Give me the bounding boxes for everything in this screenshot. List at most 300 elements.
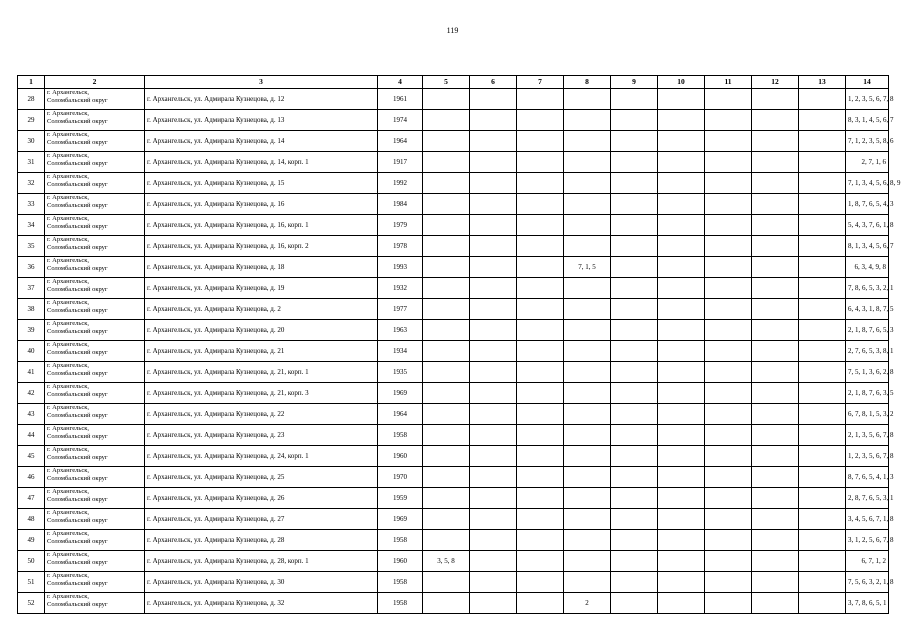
column-9-cell	[611, 509, 658, 530]
column-10-cell	[658, 215, 705, 236]
district-line-2: Соломбальский округ	[47, 537, 108, 545]
district-line-2: Соломбальский округ	[47, 348, 108, 356]
table-row	[18, 131, 889, 152]
column-11-cell	[705, 467, 752, 488]
district-line-1: г. Архангельск,	[47, 341, 89, 348]
district-line-2: Соломбальский округ	[47, 138, 108, 146]
address-cell: г. Архангельск, ул. Адмирала Кузнецова, д. 24, корп. 1	[145, 446, 378, 467]
column-8-cell	[564, 320, 611, 341]
row-number-cell: 33	[18, 194, 45, 215]
column-8-cell	[564, 488, 611, 509]
column-8-cell	[564, 425, 611, 446]
district-cell	[45, 131, 145, 152]
column-6-cell	[470, 236, 517, 257]
column-8-cell	[564, 551, 611, 572]
address-cell: г. Архангельск, ул. Адмирала Кузнецова, д. 26	[145, 488, 378, 509]
row-number-cell: 31	[18, 152, 45, 173]
column-13-cell	[799, 278, 846, 299]
district-line-2: Соломбальский округ	[47, 474, 108, 482]
row-number-cell: 35	[18, 236, 45, 257]
column-11-cell	[705, 152, 752, 173]
district-line-1: г. Архангельск,	[47, 320, 89, 327]
column-7-cell	[517, 89, 564, 110]
column-10-cell	[658, 488, 705, 509]
column-10-cell	[658, 131, 705, 152]
row-number-cell: 42	[18, 383, 45, 404]
row-number-cell: 43	[18, 404, 45, 425]
table-row	[18, 110, 889, 131]
column-14-cell: 2, 7, 6, 5, 3, 8, 1	[846, 341, 889, 362]
table-row	[18, 152, 889, 173]
column-13-cell	[799, 236, 846, 257]
table-row	[18, 341, 889, 362]
column-7-cell	[517, 194, 564, 215]
column-5-cell	[423, 530, 470, 551]
column-8-cell	[564, 89, 611, 110]
district-line-1: г. Архангельск,	[47, 467, 89, 474]
column-11-cell	[705, 131, 752, 152]
column-14-cell: 8, 1, 3, 4, 5, 6, 7	[846, 236, 889, 257]
housing-registry-table	[17, 75, 901, 614]
column-6-cell	[470, 572, 517, 593]
column-8-cell	[564, 404, 611, 425]
row-number-cell: 45	[18, 446, 45, 467]
address-cell: г. Архангельск, ул. Адмирала Кузнецова, д. 15	[145, 173, 378, 194]
column-11-cell	[705, 593, 752, 614]
row-number-cell: 36	[18, 257, 45, 278]
column-8-cell	[564, 572, 611, 593]
column-8-cell	[564, 383, 611, 404]
column-14-cell: 3, 4, 5, 6, 7, 1, 8	[846, 509, 889, 530]
column-header-1: 1	[18, 76, 45, 89]
column-12-cell	[752, 131, 799, 152]
year-cell: 1958	[378, 572, 423, 593]
district-line-2: Соломбальский округ	[47, 285, 108, 293]
district-cell	[45, 236, 145, 257]
column-9-cell	[611, 530, 658, 551]
column-13-cell	[799, 152, 846, 173]
column-13-cell	[799, 362, 846, 383]
district-line-2: Соломбальский округ	[47, 264, 108, 272]
column-14-cell: 6, 4, 3, 1, 8, 7, 5	[846, 299, 889, 320]
column-14-cell: 1, 8, 7, 6, 5, 4, 3	[846, 194, 889, 215]
column-9-cell	[611, 278, 658, 299]
column-10-cell	[658, 404, 705, 425]
column-6-cell	[470, 593, 517, 614]
column-13-cell	[799, 131, 846, 152]
column-7-cell	[517, 509, 564, 530]
column-14-cell: 7, 8, 6, 5, 3, 2, 1	[846, 278, 889, 299]
column-9-cell	[611, 488, 658, 509]
column-9-cell	[611, 551, 658, 572]
year-cell: 1978	[378, 236, 423, 257]
column-13-cell	[799, 299, 846, 320]
column-9-cell	[611, 236, 658, 257]
table-row	[18, 320, 889, 341]
column-header-11: 11	[705, 76, 752, 89]
district-line-2: Соломбальский округ	[47, 180, 108, 188]
district-cell	[45, 362, 145, 383]
table-row	[18, 278, 889, 299]
column-9-cell	[611, 383, 658, 404]
table-row	[18, 593, 889, 614]
year-cell: 1959	[378, 488, 423, 509]
district-line-1: г. Архангельск,	[47, 488, 89, 495]
column-header-5: 5	[423, 76, 470, 89]
column-11-cell	[705, 215, 752, 236]
year-cell: 1958	[378, 593, 423, 614]
column-13-cell	[799, 173, 846, 194]
table-row	[18, 173, 889, 194]
column-9-cell	[611, 425, 658, 446]
column-14-cell: 2, 1, 3, 5, 6, 7, 8	[846, 425, 889, 446]
district-line-2: Соломбальский округ	[47, 243, 108, 251]
row-number-cell: 34	[18, 215, 45, 236]
column-header-9: 9	[611, 76, 658, 89]
district-line-1: г. Архангельск,	[47, 362, 89, 369]
column-12-cell	[752, 383, 799, 404]
column-6-cell	[470, 278, 517, 299]
column-7-cell	[517, 362, 564, 383]
column-10-cell	[658, 194, 705, 215]
year-cell: 1993	[378, 257, 423, 278]
column-header-10: 10	[658, 76, 705, 89]
column-10-cell	[658, 593, 705, 614]
table-row	[18, 383, 889, 404]
column-14-cell: 2, 7, 1, 6	[846, 152, 889, 173]
column-5-cell	[423, 509, 470, 530]
district-line-2: Соломбальский округ	[47, 411, 108, 419]
column-header-14: 14	[846, 76, 889, 89]
column-8-cell	[564, 236, 611, 257]
column-7-cell	[517, 488, 564, 509]
column-13-cell	[799, 509, 846, 530]
year-cell: 1932	[378, 278, 423, 299]
column-9-cell	[611, 110, 658, 131]
column-6-cell	[470, 215, 517, 236]
district-line-1: г. Архангельск,	[47, 110, 89, 117]
column-10-cell	[658, 572, 705, 593]
column-5-cell	[423, 362, 470, 383]
column-14-cell: 6, 7, 1, 2	[846, 551, 889, 572]
row-number-cell: 28	[18, 89, 45, 110]
district-line-1: г. Архангельск,	[47, 131, 89, 138]
year-cell: 1961	[378, 89, 423, 110]
year-cell: 1979	[378, 215, 423, 236]
district-cell	[45, 278, 145, 299]
column-9-cell	[611, 299, 658, 320]
column-12-cell	[752, 89, 799, 110]
column-5-cell	[423, 467, 470, 488]
column-12-cell	[752, 425, 799, 446]
year-cell: 1958	[378, 530, 423, 551]
column-11-cell	[705, 383, 752, 404]
table-row	[18, 467, 889, 488]
district-cell	[45, 446, 145, 467]
address-cell: г. Архангельск, ул. Адмирала Кузнецова, д. 28, корп. 1	[145, 551, 378, 572]
column-14-cell: 7, 5, 1, 3, 6, 2, 8	[846, 362, 889, 383]
address-cell: г. Архангельск, ул. Адмирала Кузнецова, д. 19	[145, 278, 378, 299]
address-cell: г. Архангельск, ул. Адмирала Кузнецова, д. 27	[145, 509, 378, 530]
column-11-cell	[705, 341, 752, 362]
address-cell: г. Архангельск, ул. Адмирала Кузнецова, д. 23	[145, 425, 378, 446]
column-11-cell	[705, 173, 752, 194]
address-cell: г. Архангельск, ул. Адмирала Кузнецова, д. 12	[145, 89, 378, 110]
column-12-cell	[752, 572, 799, 593]
column-7-cell	[517, 320, 564, 341]
row-number-cell: 47	[18, 488, 45, 509]
column-5-cell	[423, 215, 470, 236]
column-11-cell	[705, 551, 752, 572]
district-line-1: г. Архангельск,	[47, 194, 89, 201]
column-12-cell	[752, 194, 799, 215]
address-cell: г. Архангельск, ул. Адмирала Кузнецова, д. 16	[145, 194, 378, 215]
district-line-1: г. Архангельск,	[47, 425, 89, 432]
column-7-cell	[517, 404, 564, 425]
column-6-cell	[470, 299, 517, 320]
column-12-cell	[752, 341, 799, 362]
address-cell: г. Архангельск, ул. Адмирала Кузнецова, д. 16, корп. 2	[145, 236, 378, 257]
district-line-2: Соломбальский округ	[47, 600, 108, 608]
district-line-2: Соломбальский округ	[47, 516, 108, 524]
column-6-cell	[470, 509, 517, 530]
column-8-cell	[564, 530, 611, 551]
district-cell	[45, 593, 145, 614]
row-number-cell: 46	[18, 467, 45, 488]
column-14-cell: 3, 1, 2, 5, 6, 7, 8	[846, 530, 889, 551]
column-14-cell: 6, 3, 4, 9, 8	[846, 257, 889, 278]
column-10-cell	[658, 383, 705, 404]
column-12-cell	[752, 173, 799, 194]
column-11-cell	[705, 236, 752, 257]
column-5-cell	[423, 152, 470, 173]
column-12-cell	[752, 509, 799, 530]
row-number-cell: 40	[18, 341, 45, 362]
table-row	[18, 425, 889, 446]
table-row	[18, 257, 889, 278]
column-5-cell	[423, 278, 470, 299]
year-cell: 1934	[378, 341, 423, 362]
address-cell: г. Архангельск, ул. Адмирала Кузнецова, д. 22	[145, 404, 378, 425]
district-line-1: г. Архангельск,	[47, 257, 89, 264]
district-line-2: Соломбальский округ	[47, 432, 108, 440]
column-12-cell	[752, 299, 799, 320]
column-13-cell	[799, 110, 846, 131]
column-14-cell: 1, 2, 3, 5, 6, 7, 8	[846, 446, 889, 467]
column-header-8: 8	[564, 76, 611, 89]
column-12-cell	[752, 110, 799, 131]
column-7-cell	[517, 341, 564, 362]
column-10-cell	[658, 467, 705, 488]
column-6-cell	[470, 131, 517, 152]
table-body	[18, 89, 901, 614]
column-6-cell	[470, 173, 517, 194]
column-6-cell	[470, 425, 517, 446]
column-12-cell	[752, 467, 799, 488]
year-cell: 1964	[378, 131, 423, 152]
column-9-cell	[611, 446, 658, 467]
column-12-cell	[752, 215, 799, 236]
column-7-cell	[517, 257, 564, 278]
district-cell	[45, 509, 145, 530]
column-14-cell: 3, 7, 8, 6, 5, 1	[846, 593, 889, 614]
column-7-cell	[517, 383, 564, 404]
district-cell	[45, 341, 145, 362]
column-5-cell	[423, 488, 470, 509]
district-line-1: г. Архангельск,	[47, 236, 89, 243]
table-row	[18, 299, 889, 320]
column-11-cell	[705, 362, 752, 383]
table-row	[18, 530, 889, 551]
district-line-1: г. Архангельск,	[47, 89, 89, 96]
header-row	[18, 76, 889, 89]
column-13-cell	[799, 488, 846, 509]
column-10-cell	[658, 173, 705, 194]
row-number-cell: 52	[18, 593, 45, 614]
column-7-cell	[517, 110, 564, 131]
column-6-cell	[470, 194, 517, 215]
column-9-cell	[611, 467, 658, 488]
row-number-cell: 51	[18, 572, 45, 593]
page-number: 119	[446, 26, 459, 35]
column-14-cell: 7, 1, 2, 3, 5, 8, 6	[846, 131, 889, 152]
column-6-cell	[470, 341, 517, 362]
district-cell	[45, 572, 145, 593]
column-8-cell	[564, 299, 611, 320]
district-cell	[45, 173, 145, 194]
column-12-cell	[752, 551, 799, 572]
year-cell: 1917	[378, 152, 423, 173]
column-12-cell	[752, 404, 799, 425]
row-number-cell: 44	[18, 425, 45, 446]
address-cell: г. Архангельск, ул. Адмирала Кузнецова, д. 13	[145, 110, 378, 131]
row-number-cell: 41	[18, 362, 45, 383]
district-cell	[45, 152, 145, 173]
column-6-cell	[470, 404, 517, 425]
table-row	[18, 488, 889, 509]
column-6-cell	[470, 320, 517, 341]
column-11-cell	[705, 572, 752, 593]
column-10-cell	[658, 152, 705, 173]
column-12-cell	[752, 362, 799, 383]
column-13-cell	[799, 446, 846, 467]
column-11-cell	[705, 89, 752, 110]
table-row	[18, 236, 889, 257]
address-cell: г. Архангельск, ул. Адмирала Кузнецова, д. 28	[145, 530, 378, 551]
column-6-cell	[470, 530, 517, 551]
district-line-2: Соломбальский округ	[47, 390, 108, 398]
column-5-cell	[423, 320, 470, 341]
column-7-cell	[517, 593, 564, 614]
column-12-cell	[752, 593, 799, 614]
column-5-cell	[423, 194, 470, 215]
column-header-12: 12	[752, 76, 799, 89]
column-8-cell	[564, 467, 611, 488]
column-8-cell	[564, 194, 611, 215]
year-cell: 1974	[378, 110, 423, 131]
column-10-cell	[658, 257, 705, 278]
district-line-2: Соломбальский округ	[47, 327, 108, 335]
row-number-cell: 50	[18, 551, 45, 572]
column-10-cell	[658, 446, 705, 467]
column-8-cell: 2	[564, 593, 611, 614]
column-7-cell	[517, 152, 564, 173]
column-13-cell	[799, 320, 846, 341]
district-cell	[45, 257, 145, 278]
column-7-cell	[517, 551, 564, 572]
column-5-cell	[423, 572, 470, 593]
year-cell: 1958	[378, 425, 423, 446]
year-cell: 1963	[378, 320, 423, 341]
column-8-cell	[564, 110, 611, 131]
row-number-cell: 37	[18, 278, 45, 299]
column-9-cell	[611, 362, 658, 383]
column-header-6: 6	[470, 76, 517, 89]
address-cell: г. Архангельск, ул. Адмирала Кузнецова, д. 30	[145, 572, 378, 593]
column-8-cell	[564, 215, 611, 236]
district-line-2: Соломбальский округ	[47, 558, 108, 566]
column-10-cell	[658, 509, 705, 530]
table-header	[18, 76, 889, 89]
column-8-cell	[564, 131, 611, 152]
column-5-cell	[423, 89, 470, 110]
column-14-cell: 8, 3, 1, 4, 5, 6, 7	[846, 110, 889, 131]
column-6-cell	[470, 446, 517, 467]
column-7-cell	[517, 278, 564, 299]
column-6-cell	[470, 110, 517, 131]
column-12-cell	[752, 488, 799, 509]
column-7-cell	[517, 446, 564, 467]
column-13-cell	[799, 194, 846, 215]
year-cell: 1969	[378, 509, 423, 530]
column-11-cell	[705, 530, 752, 551]
column-7-cell	[517, 467, 564, 488]
district-line-1: г. Архангельск,	[47, 215, 89, 222]
district-cell	[45, 551, 145, 572]
district-cell	[45, 299, 145, 320]
column-9-cell	[611, 257, 658, 278]
row-number-cell: 49	[18, 530, 45, 551]
column-7-cell	[517, 572, 564, 593]
column-10-cell	[658, 278, 705, 299]
column-6-cell	[470, 362, 517, 383]
column-14-cell: 6, 7, 8, 1, 5, 3, 2	[846, 404, 889, 425]
district-line-2: Соломбальский округ	[47, 306, 108, 314]
column-9-cell	[611, 341, 658, 362]
column-12-cell	[752, 446, 799, 467]
column-5-cell	[423, 131, 470, 152]
row-number-cell: 32	[18, 173, 45, 194]
column-8-cell	[564, 173, 611, 194]
column-11-cell	[705, 299, 752, 320]
column-10-cell	[658, 89, 705, 110]
column-7-cell	[517, 173, 564, 194]
column-14-cell: 8, 7, 6, 5, 4, 1, 3	[846, 467, 889, 488]
column-7-cell	[517, 215, 564, 236]
district-line-1: г. Архангельск,	[47, 404, 89, 411]
district-line-1: г. Архангельск,	[47, 530, 89, 537]
column-14-cell: 2, 1, 8, 7, 6, 5, 3	[846, 320, 889, 341]
row-number-cell: 30	[18, 131, 45, 152]
column-8-cell	[564, 509, 611, 530]
district-line-2: Соломбальский округ	[47, 579, 108, 587]
column-13-cell	[799, 89, 846, 110]
row-number-cell: 38	[18, 299, 45, 320]
column-11-cell	[705, 425, 752, 446]
column-13-cell	[799, 425, 846, 446]
district-line-1: г. Архангельск,	[47, 593, 89, 600]
address-cell: г. Архангельск, ул. Адмирала Кузнецова, д. 21, корп. 1	[145, 362, 378, 383]
